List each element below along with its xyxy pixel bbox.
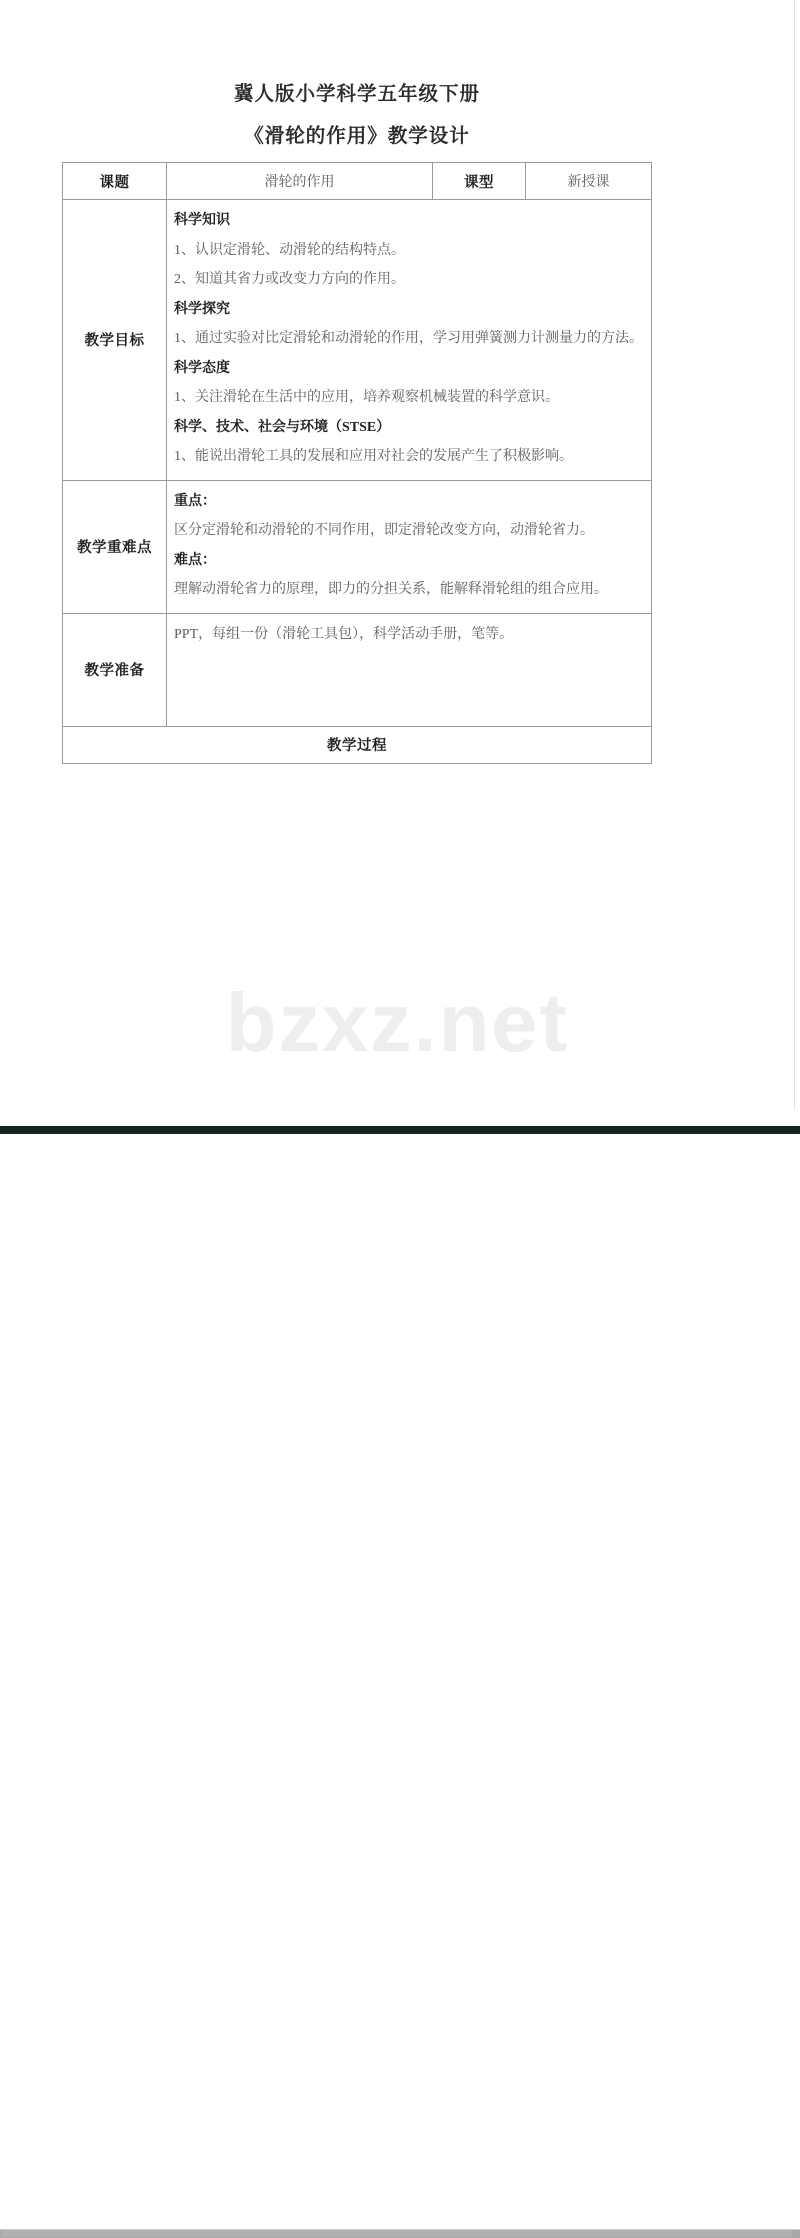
content-teaching-objectives — [167, 200, 652, 481]
title-line-secondary: 《滑轮的作用》教学设计 — [244, 126, 470, 147]
table-row-topic — [63, 163, 652, 200]
document-title-block — [62, 78, 652, 154]
lesson-plan-table — [62, 162, 652, 764]
difficult-point-heading: 难点： — [174, 552, 216, 568]
label-teaching-objectives: 教学目标 — [63, 200, 167, 481]
label-teaching-preparation: 教学准备 — [63, 613, 167, 726]
table-row-preparation — [63, 613, 652, 726]
content-teaching-preparation — [167, 613, 652, 726]
objective-item: 1、通过实验对比定滑轮和动滑轮的作用，学习用弹簧测力计测量力的方法。 — [174, 331, 643, 346]
table-row-teaching-process — [63, 726, 652, 763]
preparation-item: PPT，每组一份（滑轮工具包），科学活动手册，笔等。 — [174, 626, 514, 642]
table-row-key-points — [63, 480, 652, 613]
objective-heading: 科学知识 — [174, 213, 230, 228]
table-row-objectives — [63, 200, 652, 481]
objective-heading: 科学、技术、社会与环境（STSE） — [174, 419, 391, 435]
label-lesson-type: 课型 — [433, 163, 526, 200]
difficult-point-item: 理解动滑轮省力的原理，即力的分担关系，能解释滑轮组的组合应用。 — [174, 582, 608, 597]
objective-item: 2、知道其省力或改变力方向的作用。 — [174, 272, 405, 287]
horizontal-scrollbar-thumb[interactable] — [2, 2230, 792, 2237]
title-line-primary: 冀人版小学科学五年级下册 — [233, 84, 480, 105]
label-teaching-process: 教学过程 — [63, 726, 652, 763]
value-topic: 滑轮的作用 — [167, 163, 433, 200]
value-lesson-type: 新授课 — [526, 163, 652, 200]
label-key-difficult-points: 教学重难点 — [63, 480, 167, 613]
desktop-background-strip — [0, 1126, 800, 1134]
content-key-difficult-points — [167, 480, 652, 613]
key-point-heading: 重点： — [174, 493, 216, 509]
objective-heading: 科学态度 — [174, 360, 230, 376]
objective-item: 1、关注滑轮在生活中的应用，培养观察机械装置的科学意识。 — [174, 390, 559, 405]
objective-item: 1、能说出滑轮工具的发展和应用对社会的发展产生了积极影响。 — [174, 449, 573, 464]
label-topic: 课题 — [63, 163, 167, 200]
document-page — [0, 0, 795, 1110]
watermark-text: bzxz.net — [225, 976, 570, 1069]
objective-item: 1、认识定滑轮、动滑轮的结构特点。 — [174, 242, 405, 258]
objective-heading: 科学探究 — [174, 301, 230, 317]
key-point-item: 区分定滑轮和动滑轮的不同作用，即定滑轮改变方向，动滑轮省力。 — [174, 523, 594, 538]
